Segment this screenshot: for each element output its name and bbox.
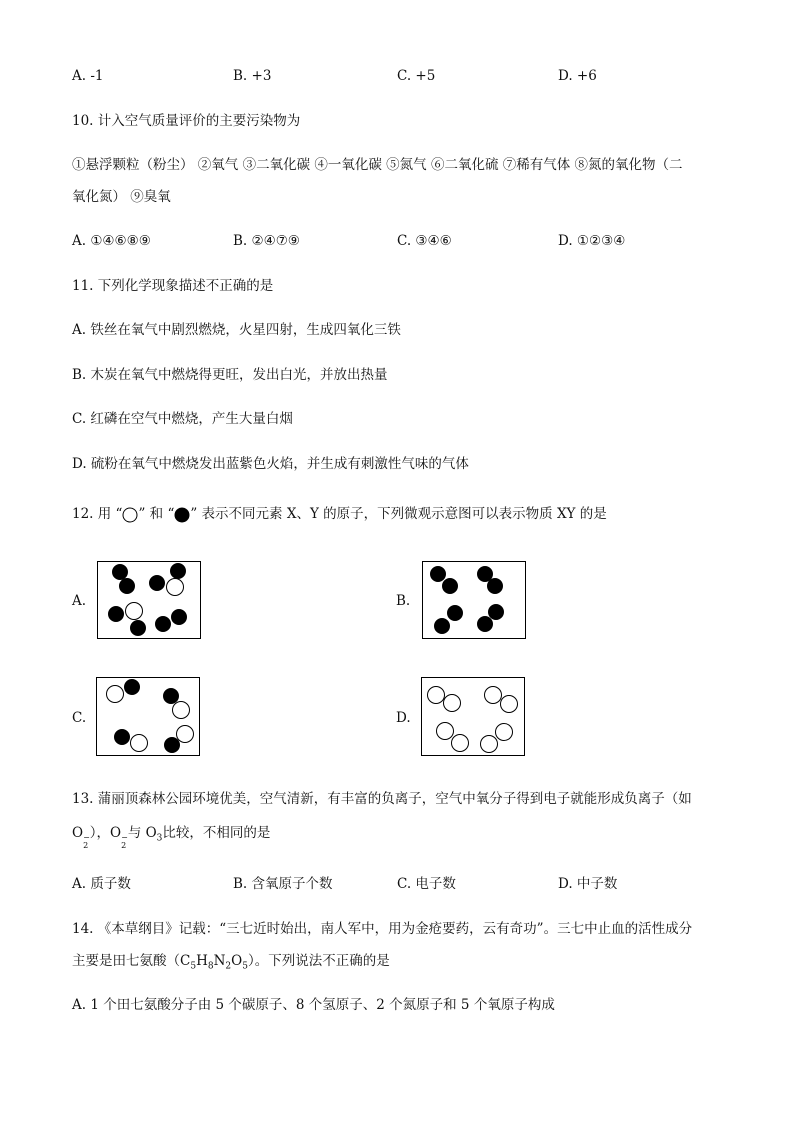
q12-diagram-a	[97, 561, 201, 639]
q12-diagram-c	[96, 677, 200, 756]
q10-option-d: D. ①②③④	[558, 233, 626, 249]
q13-stem: 13. 蒲丽顶森林公园环境优美，空气清新，有丰富的负离子，空气中氧分子得到电子就能形成负离子（如	[72, 791, 692, 807]
q10-stem: 10. 计入空气质量评价的主要污染物为	[72, 113, 301, 129]
q11-option-a: A. 铁丝在氧气中剧烈燃烧，火星四射，生成四氧化三铁	[72, 322, 401, 338]
q12-diagram-b-atoms	[423, 562, 525, 638]
q12-option-d-label: D.	[396, 710, 411, 726]
q13-option-b: B. 含氧原子个数	[233, 876, 333, 892]
q10-option-b: B. ②④⑦⑨	[233, 233, 300, 249]
q10-list-line2: 氧化氮） ⑨臭氧	[72, 189, 171, 205]
q9-option-c: C. +5	[397, 68, 436, 84]
q11-option-d: D. 硫粉在氧气中燃烧发出蓝紫色火焰，并生成有刺激性气味的气体	[72, 456, 469, 472]
q10-option-c: C. ③④⑥	[397, 233, 452, 249]
q9-option-a: A. -1	[72, 68, 104, 84]
q13-option-d: D. 中子数	[558, 876, 618, 892]
q13-ion-2: O − 2	[110, 825, 128, 850]
q12-stem-mid: ” 和 “	[138, 506, 175, 522]
q12-option-b-label: B.	[396, 593, 411, 609]
q12-option-c-label: C.	[72, 710, 87, 726]
q13-option-a: A. 质子数	[72, 876, 131, 892]
q12-diagram-d-atoms	[422, 678, 524, 755]
q12-stem-pre: 12. 用 “	[72, 506, 123, 522]
white-atom-symbol-icon	[122, 507, 138, 523]
q11-option-c: C. 红磷在空气中燃烧，产生大量白烟	[72, 411, 293, 427]
q12-stem	[72, 505, 607, 523]
q12-option-a-label: A.	[72, 593, 87, 609]
q14-stem-line2: 主要是田七氨酸$(C_5H_8N_2O_5)$。下列说法不正确的是	[72, 953, 390, 972]
q13-ion-1: O − 2	[72, 825, 90, 850]
q12-diagram-d	[421, 677, 525, 756]
q12-stem-post: ” 表示不同元素 X、Y 的原子，下列微观示意图可以表示物质 XY 的是	[190, 506, 607, 522]
q10-option-a: A. ①④⑥⑧⑨	[72, 233, 151, 249]
q11-stem: 11. 下列化学现象描述不正确的是	[72, 278, 274, 294]
q11-option-b: B. 木炭在氧气中燃烧得更旺，发出白光，并放出热量	[72, 367, 388, 383]
q12-diagram-b	[422, 561, 526, 639]
q13-option-c: C. 电子数	[397, 876, 456, 892]
black-atom-symbol-icon	[174, 507, 190, 523]
q13-stem-line2: O − 2 ），O − 2 与 $O_3$比较，不相同的是	[72, 825, 271, 850]
q12-diagram-c-atoms	[97, 678, 199, 755]
q9-option-d: D. +6	[558, 68, 597, 84]
q14-option-a: A. 1 个田七氨酸分子由 5 个碳原子、8 个氢原子、2 个氮原子和 5 个氧原子构成	[72, 997, 555, 1013]
q9-option-b: B. +3	[233, 68, 272, 84]
q10-list-line1: ①悬浮颗粒（粉尘） ②氧气 ③二氧化碳 ④一氧化碳 ⑤氮气 ⑥二氧化硫 ⑦稀有气体 ⑧氮的氧化物（二	[72, 157, 683, 173]
q14-stem: 14. 《本草纲目》记载：“三七近时始出，南人军中，用为金疮要药，云有奇功”。三七中止血的活性成分	[72, 921, 693, 937]
q12-diagram-a-atoms	[98, 562, 200, 638]
